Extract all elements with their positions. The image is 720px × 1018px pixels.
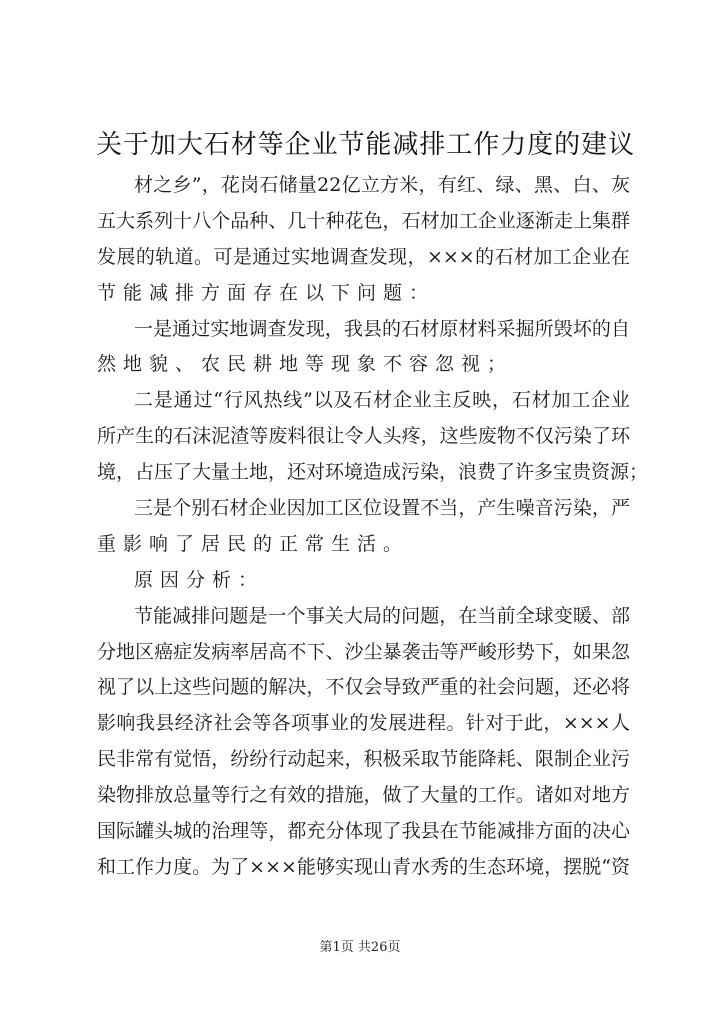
document-title: 关于加大石材等企业节能减排工作力度的建议 <box>96 130 634 160</box>
text-line: 一是通过实地调查发现，我县的石材原材料采掘所毁坏的自 <box>134 317 630 340</box>
text-line: 然地貌、农民耕地等现象不容忽视； <box>97 353 514 376</box>
text-line: 节能减排问题是一个事关大局的问题，在当前全球变暖、部 <box>134 604 630 627</box>
text-line: 二是通过“行风热线”以及石材企业主反映，石材加工企业 <box>134 389 630 412</box>
text-line: 重影响了居民的正常生活。 <box>97 532 410 555</box>
text-line: 国际罐头城的治理等，都充分体现了我县在节能减排方面的决心 <box>97 820 630 843</box>
text-line: 分地区癌症发病率居高不下、沙尘暴袭击等严峻形势下，如果忽 <box>97 640 630 663</box>
text-line: 原因分析： <box>134 568 265 591</box>
text-line: 所产生的石沫泥渣等废料很让令人头疼，这些废物不仅污染了环 <box>97 425 630 448</box>
text-line: 境，占压了大量土地，还对环境造成污染，浪费了许多宝贵资源； <box>97 461 649 484</box>
document-body <box>97 168 649 886</box>
text-line: 材之乡”，花岗石储量22亿立方米，有红、绿、黑、白、灰 <box>134 174 630 196</box>
text-line: 和工作力度。为了×××能够实现山青水秀的生态环境，摆脱“资 <box>97 855 630 878</box>
text-line: 节能减排方面存在以下问题： <box>97 281 436 304</box>
text-line: 发展的轨道。可是通过实地调查发现，×××的石材加工企业在 <box>97 245 630 268</box>
text-line: 染物排放总量等行之有效的措施，做了大量的工作。诸如对地方 <box>97 784 630 807</box>
text-line: 五大系列十八个品种、几十种花色，石材加工企业逐渐走上集群 <box>97 209 630 232</box>
text-line: 三是个别石材企业因加工区位设置不当，产生噪音污染，严 <box>134 497 630 520</box>
text-line: 影响我县经济社会等各项事业的发展进程。针对于此，×××人 <box>97 712 630 735</box>
page-footer: 第1页 共26页 <box>319 940 401 955</box>
text-line: 视了以上这些问题的解决，不仅会导致严重的社会问题，还必将 <box>97 676 630 699</box>
text-line: 民非常有觉悟，纷纷行动起来，积极采取节能降耗、限制企业污 <box>97 748 630 771</box>
